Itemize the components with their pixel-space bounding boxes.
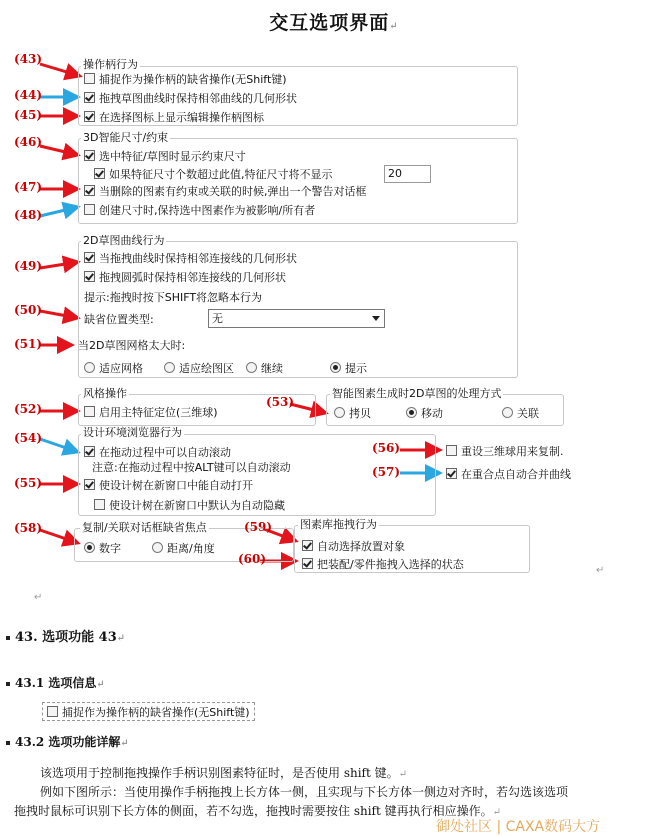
label-54: (54) bbox=[14, 431, 43, 445]
label-56: (56) bbox=[372, 441, 401, 455]
show-edit-handle-icon-checkbox[interactable]: 在选择图标上显示编辑操作柄图标 bbox=[84, 109, 264, 124]
chevron-down-icon bbox=[372, 316, 380, 321]
arrow-50 bbox=[40, 311, 78, 318]
body-paragraph-1: 该选项用于控制拖拽操作手柄识别图素特征时，是否使用 shift 键。↵ bbox=[40, 766, 408, 780]
label-47: (47) bbox=[14, 180, 43, 194]
label-60: (60) bbox=[238, 552, 267, 566]
section-heading-43-2: 43.2 选项功能详解↵ bbox=[6, 733, 129, 750]
auto-scroll-checkbox[interactable]: 在拖动过程中可以自动滚动 bbox=[84, 444, 231, 459]
label-46: (46) bbox=[14, 135, 43, 149]
snap-handle-checkbox[interactable]: 捕捉作为操作柄的缺省操作(无Shift键) bbox=[84, 71, 287, 86]
smart-2d-handling-label: 智能图素生成时2D草图的处理方式 bbox=[332, 387, 502, 400]
label-44: (44) bbox=[14, 88, 43, 102]
reset-ball-copy-checkbox[interactable]: 重设三维球用来复制. bbox=[446, 443, 564, 458]
main-feature-position-checkbox[interactable]: 启用主特征定位(三维球) bbox=[84, 404, 218, 419]
label-49: (49) bbox=[14, 259, 43, 273]
option-info-checkbox[interactable]: 捕捉作为操作柄的缺省操作(无Shift键) bbox=[42, 702, 255, 721]
arrow-48 bbox=[40, 207, 78, 216]
smart-dimension-label: 3D智能尺寸/约束 bbox=[83, 131, 169, 144]
tree-auto-open-checkbox[interactable]: 使设计树在新窗口中能自动打开 bbox=[84, 477, 253, 492]
label-53: (53) bbox=[266, 395, 295, 409]
style-operation-label: 风格操作 bbox=[83, 387, 127, 400]
label-59: (59) bbox=[244, 520, 273, 534]
body-paragraph-2-line-1: 例如下图所示：当使用操作手柄拖拽上长方体一侧，且实现与下长方体一侧边对齐时，若勾选该选项 bbox=[40, 785, 569, 799]
grid-option-fit-view[interactable]: 适应绘图区 bbox=[164, 360, 234, 375]
arrow-58 bbox=[40, 530, 78, 543]
browser-behavior-label: 设计环境浏览器行为 bbox=[83, 426, 182, 439]
arrow-49 bbox=[40, 262, 78, 268]
paragraph-mark: ↵ bbox=[596, 565, 605, 576]
show-constraint-dim-checkbox[interactable]: 选中特征/草图时显示约束尺寸 bbox=[84, 148, 246, 163]
label-58: (58) bbox=[14, 521, 43, 535]
sketch-copy-radio[interactable]: 拷贝 bbox=[334, 405, 371, 420]
drag-curve-keep-checkbox[interactable]: 当拖拽曲线时保持相邻连接线的几何形状 bbox=[84, 250, 297, 265]
default-position-label: 缺省位置类型: bbox=[84, 313, 154, 326]
drag-arc-keep-checkbox[interactable]: 拖拽圆弧时保持相邻连接线的几何形状 bbox=[84, 269, 286, 284]
arrow-46 bbox=[40, 146, 78, 155]
delete-warning-checkbox[interactable]: 当删除的图素有约束或关联的时候,弹出一个警告对话框 bbox=[84, 183, 367, 198]
label-48: (48) bbox=[14, 208, 43, 222]
sketch-link-radio[interactable]: 关联 bbox=[502, 405, 539, 420]
keep-adjacent-curve-checkbox[interactable]: 拖拽草图曲线时保持相邻曲线的几何形状 bbox=[84, 90, 297, 105]
sketch-curve-label: 2D草图曲线行为 bbox=[83, 234, 165, 247]
label-43: (43) bbox=[14, 52, 43, 66]
default-position-select[interactable]: 无 bbox=[208, 309, 385, 328]
label-50: (50) bbox=[14, 303, 43, 317]
library-drag-label: 图素库拖拽行为 bbox=[300, 518, 377, 531]
tree-auto-hide-checkbox[interactable]: 使设计树在新窗口中默认为自动隐藏 bbox=[94, 497, 285, 512]
grid-option-fit-grid[interactable]: 适应网格 bbox=[84, 360, 143, 375]
drag-into-selected-checkbox[interactable]: 把装配/零件拖拽入选择的状态 bbox=[302, 556, 464, 571]
section-heading-43: 43. 选项功能 43↵ bbox=[6, 626, 125, 645]
dim-threshold-checkbox[interactable]: 如果特征尺寸个数超过此值,特征尺寸将不显示 bbox=[94, 166, 333, 181]
arrow-43 bbox=[40, 64, 80, 76]
shift-hint-text: 提示:拖拽时按下SHIFT将忽略本行为 bbox=[84, 291, 263, 304]
label-45: (45) bbox=[14, 108, 43, 122]
label-52: (52) bbox=[14, 402, 43, 416]
paragraph-mark: ↵ bbox=[34, 592, 43, 603]
grid-option-continue[interactable]: 继续 bbox=[246, 360, 283, 375]
watermark: 御处社区 | CAXA数码大方 bbox=[436, 819, 601, 835]
keep-owner-checkbox[interactable]: 创建尺寸时,保持选中图素作为被影响/所有者 bbox=[84, 202, 315, 217]
handle-behavior-label: 操作柄行为 bbox=[83, 58, 138, 71]
copy-link-focus-label: 复制/关联对话框缺省焦点 bbox=[82, 521, 207, 534]
alt-scroll-note: 注意:在拖动过程中按ALT键可以自动滚动 bbox=[92, 461, 291, 474]
page-title: 交互选项界面↵ bbox=[269, 12, 399, 34]
dim-threshold-input[interactable]: 20 bbox=[384, 165, 431, 183]
grid-too-large-label: 当2D草图网格太大时: bbox=[78, 339, 186, 352]
grid-option-prompt[interactable]: 提示 bbox=[330, 360, 367, 375]
arrow-54 bbox=[40, 439, 78, 452]
label-51: (51) bbox=[14, 337, 43, 351]
sketch-move-radio[interactable]: 移动 bbox=[406, 405, 443, 420]
label-55: (55) bbox=[14, 476, 43, 490]
auto-select-placement-checkbox[interactable]: 自动选择放置对象 bbox=[302, 538, 405, 553]
label-57: (57) bbox=[372, 465, 401, 479]
body-paragraph-2-line-2: 拖拽时鼠标可识别下长方体的侧面，若不勾选，拖拽时需要按住 shift 键再执行相应操作。↵ bbox=[14, 804, 502, 818]
focus-number-radio[interactable]: 数字 bbox=[84, 540, 121, 555]
section-heading-43-1: 43.1 选项信息↵ bbox=[6, 674, 105, 691]
merge-curves-checkbox[interactable]: 在重合点自动合并曲线 bbox=[446, 466, 571, 481]
focus-distance-angle-radio[interactable]: 距离/角度 bbox=[152, 540, 215, 555]
